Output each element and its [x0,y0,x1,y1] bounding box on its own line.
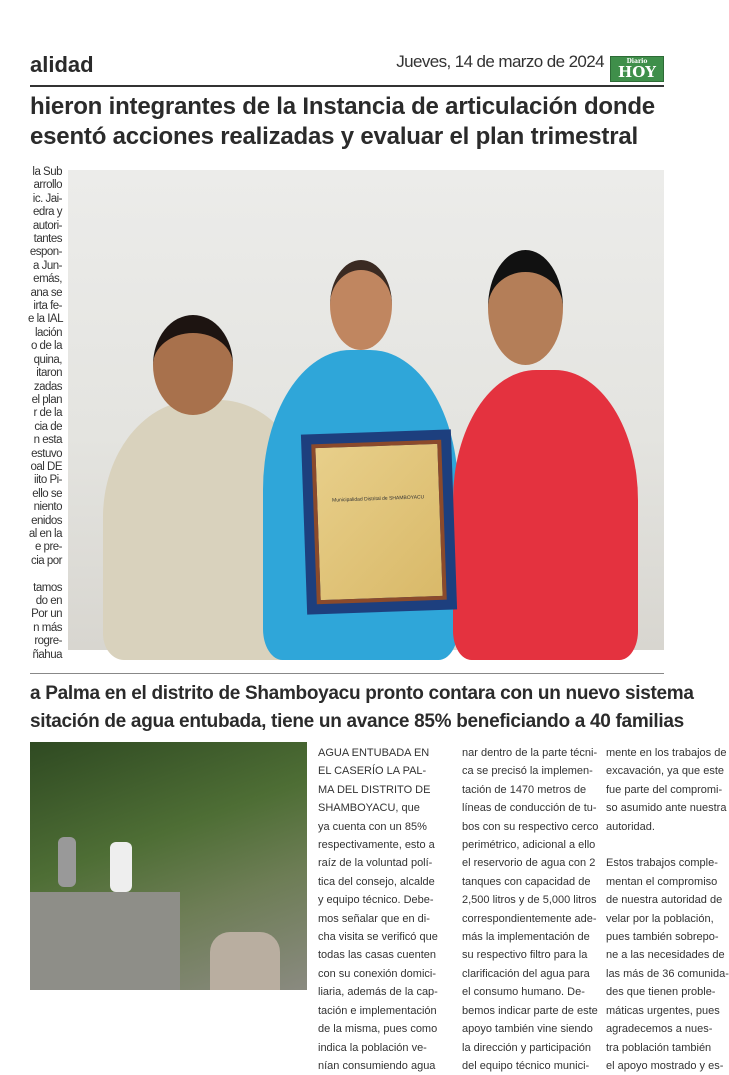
text-line: cia por [30,554,62,567]
text-line: r de la [33,407,62,420]
text-line: emás, [33,273,62,286]
text-line: tamos [33,581,62,594]
section-rule [30,673,664,674]
text-line: el consumo humano. De- [462,986,585,999]
text-line: oal DE [30,460,62,473]
text-line: ello se [32,487,62,500]
text-line: de nuestra autoridad de [606,894,723,907]
section-title: alidad [30,52,94,77]
text-line: excavación, ya que este [606,765,725,778]
text-line: MA DEL DISTRITO DE [318,783,431,796]
text-line: cia de [34,420,62,433]
text-line: respectivamente, esto a [318,839,435,852]
text-line: cha visita se verificó que [318,931,438,944]
text-line: correspondientemente ade- [462,912,597,925]
text-line: máticas urgentes, pues [606,1004,720,1017]
text-line: Por un [31,608,62,621]
text-line: quina, [33,353,62,366]
text-line: tación e implementación [318,1004,437,1017]
text-line: la dirección y participación [462,1041,592,1054]
text-line: autoridad. [606,820,655,833]
article1-left-column [28,166,62,662]
text-line: su respectivo filtro para la [462,949,588,962]
text-line: arrollo [33,179,62,192]
text-line: do en [35,595,62,607]
text-line: edra y [33,206,62,219]
text-line [28,568,62,581]
text-line: tantes [33,233,62,246]
text-line: fue parte del compromi- [606,783,723,796]
text-line: agradecemos a nues- [606,1023,713,1036]
text-line: Estos trabajos comple- [606,857,718,870]
headline2-line-2: sitación de agua entubada, tiene un avance 85% beneficiando a 40 familias [30,711,684,732]
water-works-photo [30,742,307,990]
text-line: EL CASERÍO LA PAL- [318,765,427,778]
text-line: lación [34,326,62,339]
header-rule [30,85,664,87]
text-line: niento [33,501,62,514]
text-line: la Sub [32,166,62,178]
text-line: ic. Jai- [32,192,62,205]
text-line: mos señalar que en di- [318,912,430,925]
issue-date: Jueves, 14 de marzo de 2024 [396,52,604,71]
text-line: de la misma, pues como [318,1023,438,1036]
text-line: nar dentro de la parte técni- [462,747,598,759]
logo-top-text: Diario [626,58,648,65]
text-line: tanques con capacidad de [462,875,591,888]
text-line: irta fe- [33,300,62,313]
text-line: más la implementación de [462,931,590,944]
text-line: e pre- [34,541,62,554]
text-line: so asumido ante nuestra [606,802,727,815]
text-line: apoyo también vine siendo [462,1023,593,1036]
article2-column-2 [462,744,602,1072]
text-line: ne a las necesidades de [606,949,725,962]
text-line: tra población también [606,1041,712,1054]
text-line: y equipo técnico. Debe- [318,894,434,907]
text-line: des que tienen proble- [606,986,716,999]
text-line: tación de 1470 metros de [462,783,587,796]
text-line: liaria, además de la cap- [318,986,438,999]
man-red-shirt [453,370,638,660]
text-line: nían consumiendo agua [318,1059,436,1072]
headline-line-2: esentó acciones realizadas y evaluar el plan trimestral [30,123,638,150]
text-line: del equipo técnico munici- [462,1059,590,1072]
text-line: n esta [33,434,62,447]
text-line: bos con su respectivo cerco [462,820,599,833]
text-line: espon- [29,246,62,259]
plaque [301,429,457,614]
worker-figure [110,842,132,892]
text-line: ca se precisó la implemen- [462,765,593,778]
text-line: ana se [30,286,62,299]
text-line: enidos [31,514,62,527]
text-line: con su conexión domici- [318,967,437,980]
text-line: ya cuenta con un 85% [318,820,427,833]
man-head [330,260,392,350]
text-line: ñahua [32,648,62,661]
headline2-line-1: a Palma en el distrito de Shamboyacu pronto contara con un nuevo sistema [30,683,694,704]
text-line: AGUA ENTUBADA EN [318,747,430,759]
text-line: todas las casas cuenten [318,949,437,962]
text-line: 2,500 litros y de 5,000 litros [462,894,597,907]
text-line: e la IAL [28,313,63,326]
text-line: tica del consejo, alcalde [318,875,435,888]
text-line: perimétrico, adicional a ello [462,839,596,852]
worker-foreground [210,932,280,990]
text-line: zadas [33,380,62,393]
text-line: itaron [36,367,62,380]
text-line: estuvo [31,447,62,460]
man2-head [488,250,563,365]
text-line: bemos indicar parte de este [462,1004,598,1017]
text-line: líneas de conducción de tu- [462,802,597,815]
text-line [606,836,672,854]
text-line: rogre- [34,635,62,648]
diario-hoy-logo [610,56,664,82]
text-line: pues también sobrepo- [606,931,719,944]
text-line: el reservorio de agua con 2 [462,857,596,870]
text-line: el apoyo mostrado y es- [606,1059,724,1072]
text-line: a Jun- [33,259,62,272]
text-line: n más [33,621,62,634]
worker-figure [58,837,76,887]
text-line: autori- [32,219,62,232]
text-line: mente en los trabajos de [606,747,727,759]
text-line: al en la [28,527,62,540]
text-line: mentan el compromiso [606,875,718,888]
text-line: las más de 36 comunida- [606,967,729,980]
award-photo [68,170,664,650]
article2-column-3 [606,744,729,1072]
text-line: SHAMBOYACU, que [318,802,420,815]
text-line: velar por la población, [606,912,714,925]
plaque-text: Municipalidad Distrital de SHAMBOYACU [311,440,447,604]
headline-line-1: hieron integrantes de la Instancia de articulación donde [30,93,655,120]
woman-head [153,315,233,415]
text-line: raíz de la voluntad polí- [318,857,433,870]
text-line: o de la [30,340,62,353]
text-line: indica la población ve- [318,1041,427,1054]
text-line: clarificación del agua para [462,967,590,980]
article2-column-1 [318,744,458,1072]
concrete-tank [30,892,180,990]
text-line: el plan [31,393,62,406]
logo-main-text: HOY [618,63,656,81]
text-line: iito Pi- [34,474,62,487]
